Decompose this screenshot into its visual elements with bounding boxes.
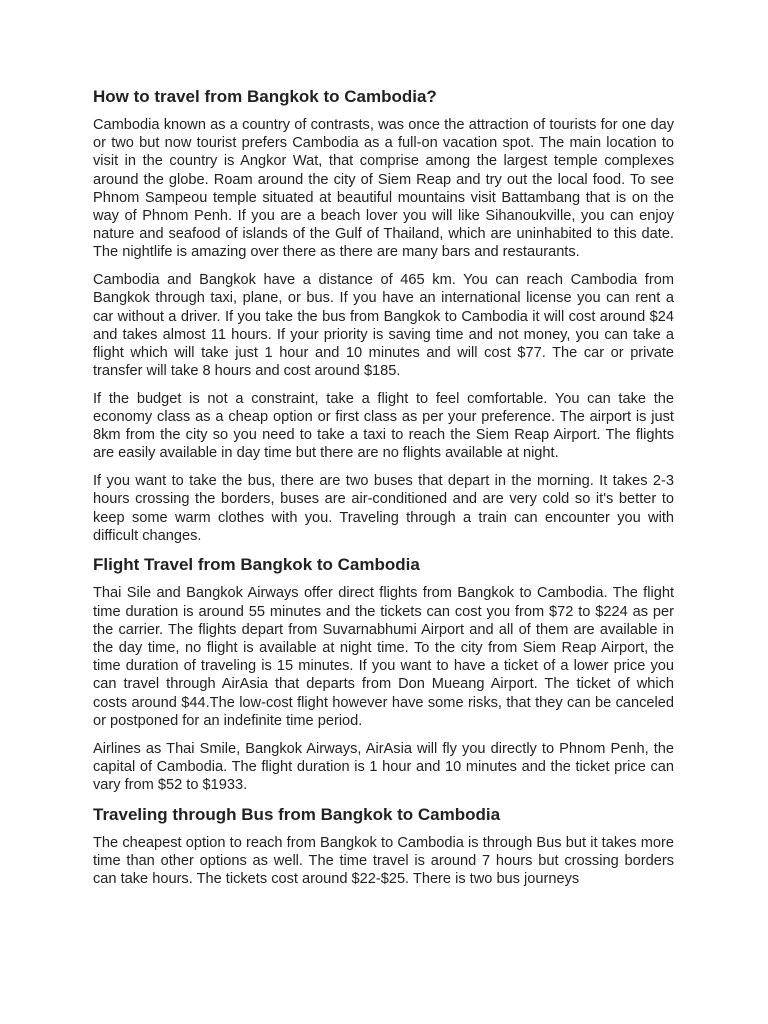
section-heading-bus-travel: Traveling through Bus from Bangkok to Cambodia xyxy=(93,804,501,824)
paragraph: Thai Sile and Bangkok Airways offer direct flights from Bangkok to Cambodia. The flight time duration is around 55 minutes and the tickets can cost you from $72 to $224 as per the carrier. The flights depart from Suvarnabhumi Airport and all of them are available in the day time, no flight is available at night time. To the city from Siem Reap Airport, the time duration of traveling is 15 minutes. If you want to have a ticket of a lower price you can travel through AirAsia that departs from Don Mueang Airport. The ticket of which costs around $44.The low-cost flight however have some risks, that they can be canceled or postponed for an indefinite time period. xyxy=(93,585,674,729)
document-page xyxy=(93,86,674,898)
section-heading-how-to-travel: How to travel from Bangkok to Cambodia? xyxy=(93,87,437,106)
paragraph: If you want to take the bus, there are two buses that depart in the morning. It takes 2-3 hours crossing the borders, buses are air-conditioned and are very cold so it's better to keep some warm clothes with you. Traveling through a train can encounter you with difficult changes. xyxy=(93,473,674,544)
paragraph: If the budget is not a constraint, take a flight to feel comfortable. You can take the economy class as a cheap option or first class as per your preference. The airport is just 8km from the city so you need to take a taxi to reach the Siem Reap Airport. The flights are easily available in day time but there are no flights available at night. xyxy=(93,390,674,462)
section-heading-flight-travel: Flight Travel from Bangkok to Cambodia xyxy=(93,555,420,575)
paragraph: Cambodia and Bangkok have a distance of 465 km. You can reach Cambodia from Bangkok through taxi, plane, or bus. If you have an international license you can rent a car without a driver. If you take the bus from Bangkok to Cambodia it will cost around $24 and takes almost 11 hours. If your priority is saving time and not money, you can take a flight which will take just 1 hour and 10 minutes and will cost $77. The car or private transfer will take 8 hours and cost around $185. xyxy=(93,272,674,380)
paragraph: The cheapest option to reach from Bangkok to Cambodia is through Bus but it takes more time than other options as well. The time travel is around 7 hours but crossing borders can take hours. The tickets cost around $22-$25. There is two bus journeys xyxy=(93,834,674,888)
paragraph: Airlines as Thai Smile, Bangkok Airways, AirAsia will fly you directly to Phnom Penh, the capital of Cambodia. The flight duration is 1 hour and 10 minutes and the ticket price can vary from $52 to $1933. xyxy=(93,740,674,793)
paragraph: Cambodia known as a country of contrasts, was once the attraction of tourists for one day or two but now tourist prefers Cambodia as a full-on vacation spot. The main location to visit in the country is Angkor Wat, that comprise among the largest temple complexes around the globe. Roam around the city of Siem Reap and try out the local food. To see Phnom Sampeou temple situated at beautiful mountains visit Battambang that is on the way of Phnom Penh. If you are a beach lover you will like Sihanoukville, you can enjoy nature and seafood of islands of the Gulf of Thailand, which are uninhabited to this date. The nightlife is amazing over there as there are many bars and restaurants. xyxy=(93,117,674,261)
